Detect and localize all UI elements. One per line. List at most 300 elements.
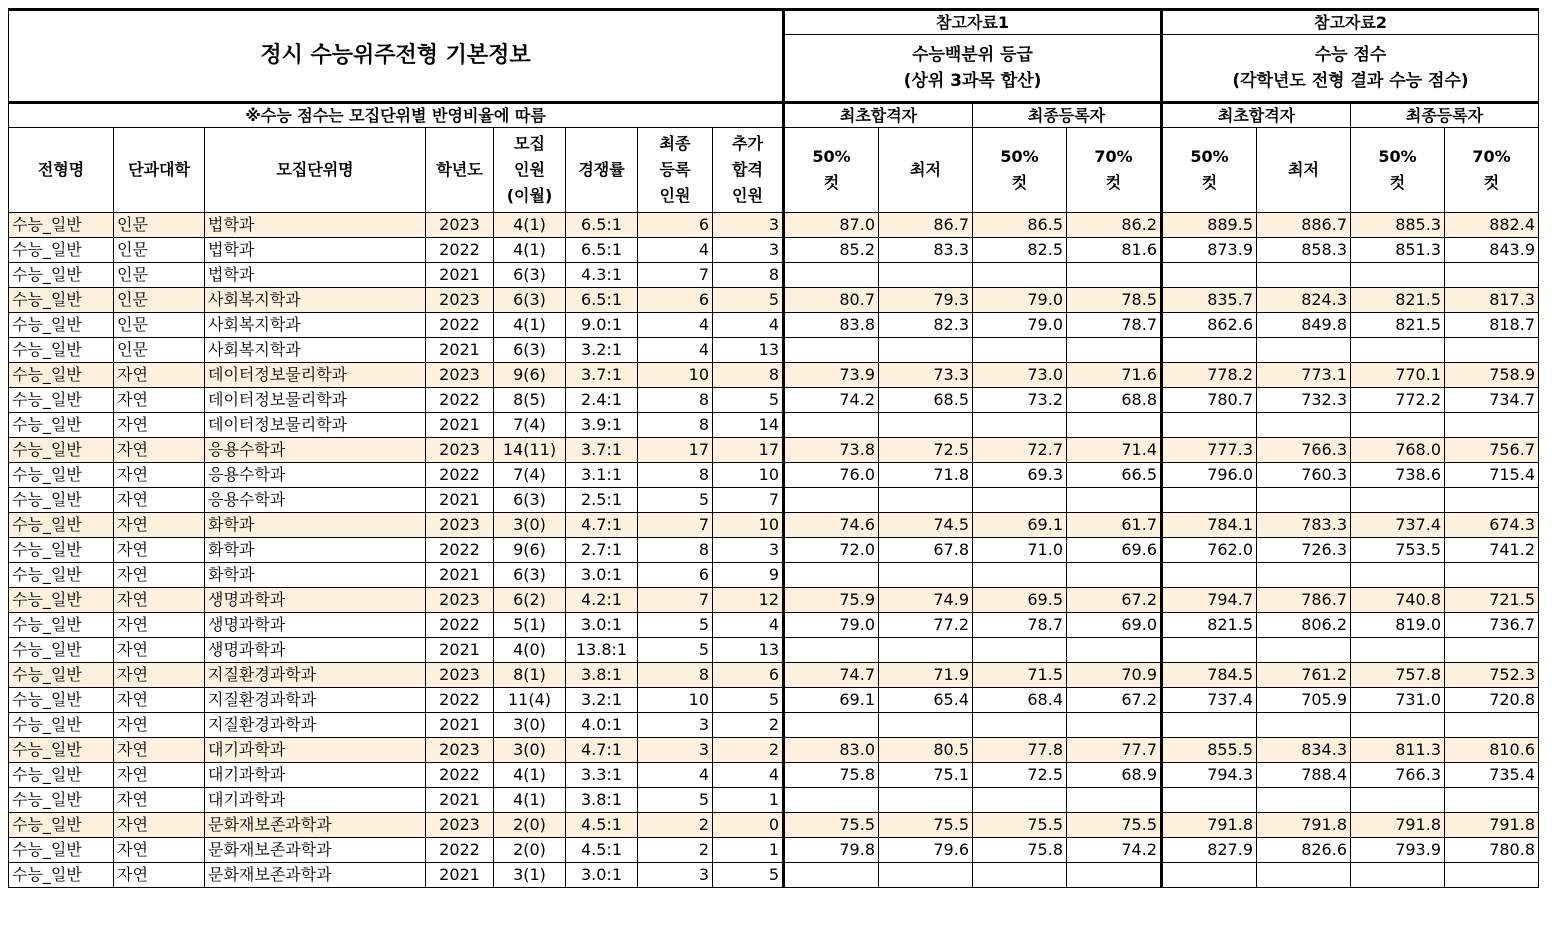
cell-quota: 6(3) [494, 263, 566, 288]
col-college: 단과대학 [114, 128, 205, 213]
cell-extra: 7 [713, 488, 784, 513]
cell-unit: 문화재보존과학과 [205, 838, 426, 863]
cell-ref1-final-p70: 67.2 [1067, 588, 1162, 613]
cell-ref1-final-p70: 61.7 [1067, 513, 1162, 538]
cell-college: 인문 [114, 288, 205, 313]
cell-college: 자연 [114, 488, 205, 513]
cell-ref2-final-p70: 818.7 [1445, 313, 1539, 338]
admission-info-table [8, 8, 1539, 888]
cell-ref2-first-min [1257, 488, 1351, 513]
cell-ref1-final-p70: 68.8 [1067, 388, 1162, 413]
cell-ref2-final-p70 [1445, 338, 1539, 363]
cell-ref2-first-p50 [1162, 863, 1257, 888]
cell-ref2-final-p50: 766.3 [1351, 763, 1445, 788]
cell-ref2-final-p50: 753.5 [1351, 538, 1445, 563]
cell-type: 수능_일반 [9, 413, 114, 438]
table-row [9, 763, 1539, 788]
ref2-label: 참고자료2 [1162, 10, 1539, 35]
cell-ref2-final-p50: 740.8 [1351, 588, 1445, 613]
table-row [9, 663, 1539, 688]
cell-quota: 6(3) [494, 563, 566, 588]
cell-ref2-final-p70: 817.3 [1445, 288, 1539, 313]
cell-ref1-first-p50: 73.8 [784, 438, 879, 463]
cell-ref1-first-min: 75.5 [879, 813, 973, 838]
cell-ref2-final-p50: 819.0 [1351, 613, 1445, 638]
cell-final-reg: 6 [638, 213, 713, 238]
cell-ref1-first-p50 [784, 263, 879, 288]
cell-ref1-final-p70: 74.2 [1067, 838, 1162, 863]
cell-quota: 14(11) [494, 438, 566, 463]
cell-ref2-first-p50: 796.0 [1162, 463, 1257, 488]
cell-ref2-first-min [1257, 713, 1351, 738]
cell-unit: 사회복지학과 [205, 288, 426, 313]
cell-college: 자연 [114, 613, 205, 638]
cell-ref2-final-p50 [1351, 338, 1445, 363]
cell-ref1-final-p50 [973, 413, 1067, 438]
cell-ref1-first-min [879, 413, 973, 438]
cell-ref1-first-min: 79.3 [879, 288, 973, 313]
cell-final-reg: 4 [638, 238, 713, 263]
cell-ref2-final-p70: 720.8 [1445, 688, 1539, 713]
cell-unit: 생명과학과 [205, 638, 426, 663]
cell-final-reg: 8 [638, 538, 713, 563]
cell-ref1-final-p50: 72.7 [973, 438, 1067, 463]
cell-ref2-first-p50: 784.1 [1162, 513, 1257, 538]
cell-ref1-final-p50: 73.0 [973, 363, 1067, 388]
table-row [9, 688, 1539, 713]
cell-ref2-final-p50: 738.6 [1351, 463, 1445, 488]
cell-unit: 법학과 [205, 213, 426, 238]
cell-quota: 11(4) [494, 688, 566, 713]
cell-ref2-first-p50 [1162, 563, 1257, 588]
cell-rate: 3.3:1 [566, 763, 638, 788]
cell-type: 수능_일반 [9, 838, 114, 863]
cell-type: 수능_일반 [9, 813, 114, 838]
ref1-desc-line1: 수능백분위 등급 [912, 45, 1033, 65]
table-row [9, 488, 1539, 513]
ref2-desc-line1: 수능 점수 [1314, 45, 1387, 65]
cell-ref1-first-p50: 74.2 [784, 388, 879, 413]
cell-ref2-final-p50 [1351, 563, 1445, 588]
cell-ref1-first-min: 71.8 [879, 463, 973, 488]
cell-final-reg: 3 [638, 713, 713, 738]
cell-rate: 2.4:1 [566, 388, 638, 413]
cell-year: 2023 [426, 813, 494, 838]
cell-final-reg: 6 [638, 288, 713, 313]
cell-ref2-final-p50: 851.3 [1351, 238, 1445, 263]
cell-ref2-first-min [1257, 413, 1351, 438]
cell-year: 2021 [426, 488, 494, 513]
table-row [9, 288, 1539, 313]
cell-ref2-final-p70 [1445, 713, 1539, 738]
cell-final-reg: 4 [638, 313, 713, 338]
cell-rate: 6.5:1 [566, 238, 638, 263]
cell-college: 인문 [114, 338, 205, 363]
cell-type: 수능_일반 [9, 388, 114, 413]
table-row [9, 788, 1539, 813]
cell-extra: 10 [713, 513, 784, 538]
cell-ref2-first-min: 786.7 [1257, 588, 1351, 613]
cell-unit: 사회복지학과 [205, 313, 426, 338]
cell-ref2-first-min: 732.3 [1257, 388, 1351, 413]
cell-ref1-final-p70: 71.6 [1067, 363, 1162, 388]
cell-rate: 3.9:1 [566, 413, 638, 438]
cell-type: 수능_일반 [9, 563, 114, 588]
cell-ref2-first-p50 [1162, 713, 1257, 738]
cell-ref2-final-p70: 734.7 [1445, 388, 1539, 413]
cell-rate: 13.8:1 [566, 638, 638, 663]
cell-ref2-first-min [1257, 638, 1351, 663]
cell-ref1-first-p50 [784, 788, 879, 813]
cell-final-reg: 7 [638, 263, 713, 288]
cell-ref1-final-p50: 69.5 [973, 588, 1067, 613]
cell-ref1-first-min: 67.8 [879, 538, 973, 563]
cell-ref1-final-p50: 79.0 [973, 313, 1067, 338]
cell-year: 2022 [426, 388, 494, 413]
table-row [9, 713, 1539, 738]
cell-ref1-first-p50: 87.0 [784, 213, 879, 238]
cell-year: 2023 [426, 438, 494, 463]
cell-college: 자연 [114, 388, 205, 413]
cell-ref1-first-p50: 79.0 [784, 613, 879, 638]
cell-type: 수능_일반 [9, 613, 114, 638]
cell-unit: 사회복지학과 [205, 338, 426, 363]
cell-quota: 6(3) [494, 488, 566, 513]
cell-ref1-final-p70: 86.2 [1067, 213, 1162, 238]
cell-rate: 6.5:1 [566, 213, 638, 238]
cell-ref1-final-p70: 69.6 [1067, 538, 1162, 563]
cell-ref2-first-min: 849.8 [1257, 313, 1351, 338]
cell-college: 인문 [114, 213, 205, 238]
cell-unit: 데이터정보물리학과 [205, 363, 426, 388]
cell-ref2-final-p70: 715.4 [1445, 463, 1539, 488]
cell-ref1-first-p50: 83.0 [784, 738, 879, 763]
cell-quota: 3(0) [494, 738, 566, 763]
cell-ref2-final-p70 [1445, 563, 1539, 588]
cell-ref1-final-p50: 75.5 [973, 813, 1067, 838]
col-year: 학년도 [426, 128, 494, 213]
cell-extra: 4 [713, 763, 784, 788]
cell-type: 수능_일반 [9, 713, 114, 738]
col-type: 전형명 [9, 128, 114, 213]
cell-ref1-first-p50 [784, 713, 879, 738]
cell-rate: 4.2:1 [566, 588, 638, 613]
cell-ref1-first-p50 [784, 563, 879, 588]
cell-ref1-first-p50: 73.9 [784, 363, 879, 388]
cell-type: 수능_일반 [9, 538, 114, 563]
table-row [9, 463, 1539, 488]
cell-college: 자연 [114, 538, 205, 563]
cell-type: 수능_일반 [9, 438, 114, 463]
cell-ref1-first-min: 77.2 [879, 613, 973, 638]
data-rows [9, 213, 1539, 888]
cell-rate: 3.2:1 [566, 688, 638, 713]
cell-extra: 8 [713, 363, 784, 388]
cell-ref1-first-p50: 74.6 [784, 513, 879, 538]
cell-year: 2023 [426, 288, 494, 313]
cell-ref2-final-p70 [1445, 488, 1539, 513]
table-row [9, 263, 1539, 288]
cell-ref2-first-p50: 794.3 [1162, 763, 1257, 788]
cell-ref1-first-p50: 79.8 [784, 838, 879, 863]
cell-ref2-final-p70: 843.9 [1445, 238, 1539, 263]
cell-final-reg: 4 [638, 338, 713, 363]
cell-ref2-final-p70: 791.8 [1445, 813, 1539, 838]
cell-ref1-final-p70: 69.0 [1067, 613, 1162, 638]
cell-rate: 3.8:1 [566, 663, 638, 688]
cell-year: 2021 [426, 413, 494, 438]
cell-quota: 7(4) [494, 463, 566, 488]
cell-final-reg: 8 [638, 463, 713, 488]
cell-type: 수능_일반 [9, 263, 114, 288]
cell-ref1-first-min: 75.1 [879, 763, 973, 788]
cell-final-reg: 5 [638, 788, 713, 813]
cell-ref1-first-min: 82.3 [879, 313, 973, 338]
cell-ref2-final-p70 [1445, 788, 1539, 813]
col-rate: 경쟁률 [566, 128, 638, 213]
cell-type: 수능_일반 [9, 663, 114, 688]
cell-unit: 문화재보존과학과 [205, 863, 426, 888]
cell-ref2-first-min: 705.9 [1257, 688, 1351, 713]
cell-ref2-final-p70: 810.6 [1445, 738, 1539, 763]
cell-rate: 4.7:1 [566, 738, 638, 763]
cell-final-reg: 5 [638, 613, 713, 638]
cell-ref2-first-p50 [1162, 263, 1257, 288]
cell-ref2-final-p50 [1351, 638, 1445, 663]
cell-final-reg: 7 [638, 513, 713, 538]
cell-type: 수능_일반 [9, 238, 114, 263]
cell-final-reg: 2 [638, 813, 713, 838]
cell-college: 자연 [114, 463, 205, 488]
cell-ref2-first-min: 806.2 [1257, 613, 1351, 638]
cell-rate: 3.7:1 [566, 363, 638, 388]
cell-ref1-final-p50: 86.5 [973, 213, 1067, 238]
ref1-description [784, 35, 1162, 103]
cell-ref2-first-min: 766.3 [1257, 438, 1351, 463]
cell-ref1-final-p70: 66.5 [1067, 463, 1162, 488]
cell-ref2-final-p70: 780.8 [1445, 838, 1539, 863]
cell-year: 2022 [426, 238, 494, 263]
cell-ref2-first-min: 760.3 [1257, 463, 1351, 488]
cell-ref1-final-p70 [1067, 863, 1162, 888]
cell-ref2-first-p50: 862.6 [1162, 313, 1257, 338]
cell-year: 2021 [426, 563, 494, 588]
cell-ref1-first-min [879, 263, 973, 288]
cell-type: 수능_일반 [9, 213, 114, 238]
cell-unit: 화학과 [205, 513, 426, 538]
cell-unit: 대기과학과 [205, 763, 426, 788]
cell-unit: 응용수학과 [205, 438, 426, 463]
cell-year: 2021 [426, 713, 494, 738]
cell-unit: 생명과학과 [205, 588, 426, 613]
cell-ref2-first-p50: 827.9 [1162, 838, 1257, 863]
cell-quota: 3(0) [494, 713, 566, 738]
cell-ref1-final-p70 [1067, 563, 1162, 588]
cell-ref2-first-p50: 778.2 [1162, 363, 1257, 388]
cell-ref2-final-p50: 885.3 [1351, 213, 1445, 238]
cell-quota: 4(1) [494, 313, 566, 338]
cell-quota: 5(1) [494, 613, 566, 638]
cell-quota: 4(0) [494, 638, 566, 663]
cell-ref2-final-p50 [1351, 788, 1445, 813]
cell-ref2-first-p50: 889.5 [1162, 213, 1257, 238]
cell-extra: 4 [713, 613, 784, 638]
cell-quota: 9(6) [494, 538, 566, 563]
cell-rate: 3.7:1 [566, 438, 638, 463]
cell-ref2-first-min: 824.3 [1257, 288, 1351, 313]
cell-year: 2021 [426, 863, 494, 888]
cell-quota: 2(0) [494, 813, 566, 838]
cell-year: 2022 [426, 688, 494, 713]
cell-type: 수능_일반 [9, 363, 114, 388]
cell-college: 자연 [114, 363, 205, 388]
ref1-desc-line2: (상위 3과목 합산) [903, 71, 1042, 91]
cell-unit: 지질환경과학과 [205, 688, 426, 713]
cell-final-reg: 8 [638, 413, 713, 438]
table-row [9, 863, 1539, 888]
cell-type: 수능_일반 [9, 638, 114, 663]
cell-extra: 5 [713, 288, 784, 313]
cell-ref1-final-p50 [973, 263, 1067, 288]
col-ref2-first-p50: 50% 컷 [1162, 128, 1257, 213]
cell-unit: 화학과 [205, 538, 426, 563]
cell-final-reg: 6 [638, 563, 713, 588]
cell-rate: 4.5:1 [566, 813, 638, 838]
cell-ref1-first-min: 68.5 [879, 388, 973, 413]
cell-ref1-first-min [879, 713, 973, 738]
cell-college: 자연 [114, 863, 205, 888]
cell-rate: 9.0:1 [566, 313, 638, 338]
cell-ref1-final-p70: 67.2 [1067, 688, 1162, 713]
cell-ref2-final-p50: 757.8 [1351, 663, 1445, 688]
cell-ref2-first-p50: 873.9 [1162, 238, 1257, 263]
cell-ref1-final-p70 [1067, 488, 1162, 513]
cell-ref2-first-p50 [1162, 488, 1257, 513]
cell-ref1-first-p50 [784, 488, 879, 513]
page-title: 정시 수능위주전형 기본정보 [9, 10, 784, 103]
cell-ref1-final-p50: 75.8 [973, 838, 1067, 863]
cell-type: 수능_일반 [9, 313, 114, 338]
col-ref2-final-p50: 50% 컷 [1351, 128, 1445, 213]
ref1-label: 참고자료1 [784, 10, 1162, 35]
cell-unit: 법학과 [205, 238, 426, 263]
cell-quota: 4(1) [494, 788, 566, 813]
cell-ref2-final-p50 [1351, 863, 1445, 888]
cell-year: 2023 [426, 738, 494, 763]
cell-ref1-final-p50: 69.1 [973, 513, 1067, 538]
cell-ref2-first-p50: 762.0 [1162, 538, 1257, 563]
cell-ref2-first-p50: 791.8 [1162, 813, 1257, 838]
cell-college: 인문 [114, 313, 205, 338]
cell-ref1-final-p50 [973, 638, 1067, 663]
cell-extra: 14 [713, 413, 784, 438]
col-extra: 추가 합격 인원 [713, 128, 784, 213]
cell-ref1-first-min: 71.9 [879, 663, 973, 688]
col-unit: 모집단위명 [205, 128, 426, 213]
cell-ref1-final-p50: 79.0 [973, 288, 1067, 313]
cell-type: 수능_일반 [9, 513, 114, 538]
cell-unit: 지질환경과학과 [205, 713, 426, 738]
cell-ref2-first-p50 [1162, 638, 1257, 663]
cell-ref1-first-p50: 80.7 [784, 288, 879, 313]
ref1-final-group: 최종등록자 [973, 103, 1162, 128]
table-row [9, 238, 1539, 263]
cell-final-reg: 4 [638, 763, 713, 788]
cell-ref1-final-p70 [1067, 788, 1162, 813]
table-row [9, 213, 1539, 238]
cell-ref1-final-p70 [1067, 638, 1162, 663]
cell-extra: 5 [713, 863, 784, 888]
table-row [9, 513, 1539, 538]
cell-quota: 6(2) [494, 588, 566, 613]
table-row [9, 838, 1539, 863]
cell-quota: 6(3) [494, 338, 566, 363]
cell-type: 수능_일반 [9, 463, 114, 488]
cell-unit: 데이터정보물리학과 [205, 413, 426, 438]
cell-ref1-first-min: 86.7 [879, 213, 973, 238]
cell-rate: 3.8:1 [566, 788, 638, 813]
cell-type: 수능_일반 [9, 863, 114, 888]
cell-college: 자연 [114, 663, 205, 688]
cell-quota: 9(6) [494, 363, 566, 388]
col-ref2-final-p70: 70% 컷 [1445, 128, 1539, 213]
cell-rate: 3.0:1 [566, 863, 638, 888]
cell-unit: 생명과학과 [205, 613, 426, 638]
cell-ref2-final-p70: 674.3 [1445, 513, 1539, 538]
ref2-first-group: 최초합격자 [1162, 103, 1351, 128]
cell-ref1-first-p50: 76.0 [784, 463, 879, 488]
table-row [9, 313, 1539, 338]
cell-ref1-final-p50: 78.7 [973, 613, 1067, 638]
cell-ref2-first-min [1257, 788, 1351, 813]
cell-ref2-final-p50: 731.0 [1351, 688, 1445, 713]
cell-ref2-first-p50: 855.5 [1162, 738, 1257, 763]
cell-ref1-final-p50: 82.5 [973, 238, 1067, 263]
table-row [9, 413, 1539, 438]
cell-ref1-final-p70 [1067, 413, 1162, 438]
cell-ref2-final-p70: 721.5 [1445, 588, 1539, 613]
cell-ref2-final-p70: 758.9 [1445, 363, 1539, 388]
cell-ref1-final-p50 [973, 713, 1067, 738]
cell-year: 2023 [426, 513, 494, 538]
cell-ref1-first-min: 79.6 [879, 838, 973, 863]
cell-rate: 3.2:1 [566, 338, 638, 363]
cell-ref2-first-min: 783.3 [1257, 513, 1351, 538]
cell-ref1-first-min: 74.5 [879, 513, 973, 538]
cell-extra: 17 [713, 438, 784, 463]
cell-rate: 4.3:1 [566, 263, 638, 288]
cell-college: 자연 [114, 438, 205, 463]
cell-type: 수능_일반 [9, 763, 114, 788]
cell-rate: 4.0:1 [566, 713, 638, 738]
cell-extra: 10 [713, 463, 784, 488]
cell-year: 2021 [426, 638, 494, 663]
cell-final-reg: 17 [638, 438, 713, 463]
table-row [9, 563, 1539, 588]
score-note: ※수능 점수는 모집단위별 반영비율에 따름 [9, 103, 784, 128]
cell-year: 2023 [426, 663, 494, 688]
cell-ref2-final-p50: 772.2 [1351, 388, 1445, 413]
cell-ref2-first-p50 [1162, 338, 1257, 363]
cell-rate: 6.5:1 [566, 288, 638, 313]
cell-ref2-final-p70: 882.4 [1445, 213, 1539, 238]
ref1-first-group: 최초합격자 [784, 103, 973, 128]
cell-college: 인문 [114, 263, 205, 288]
cell-type: 수능_일반 [9, 788, 114, 813]
cell-ref1-first-p50: 72.0 [784, 538, 879, 563]
cell-ref2-final-p50 [1351, 413, 1445, 438]
cell-year: 2021 [426, 788, 494, 813]
